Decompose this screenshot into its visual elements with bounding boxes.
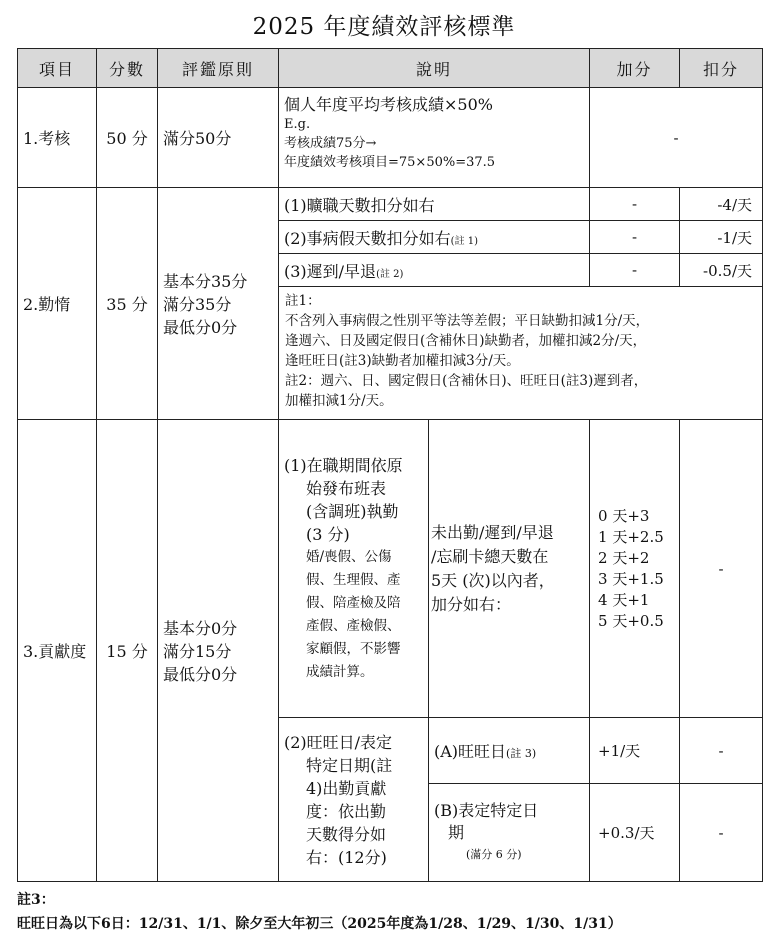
row3-part1-condition-line: 加分如右：	[431, 594, 512, 614]
row3-part2-title-line: 天數得分如	[306, 824, 387, 844]
row3-part2-title-line: 4)出勤貢獻	[306, 778, 387, 798]
row1-score: 50 分	[97, 88, 158, 188]
row1-item: 1.考核	[18, 88, 97, 188]
footer-line2: 旺旺日為以下6日：12/31、1/1、除夕至大年初三（2025年度為1/28、1/29、1/30、1/31）	[17, 916, 622, 932]
row3-principle-line: 滿分15分	[163, 642, 232, 661]
row2-sub2-text: (2)事病假天數扣分如右	[284, 228, 451, 248]
row1-desc-eg: E.g.	[284, 117, 311, 132]
row2-notes	[279, 287, 763, 420]
row3-part1-title-line: (含調班)執勤	[306, 501, 399, 521]
row2-sub1-bonus: -	[590, 188, 680, 221]
row2-sub3-deduct: -0.5/天	[680, 254, 763, 287]
row3-part2b-deduct: -	[680, 784, 763, 882]
footer-note	[17, 888, 622, 936]
row2-principle-line: 最低分0分	[163, 318, 238, 337]
row3-score: 15 分	[97, 420, 158, 882]
row3-part1-condition	[429, 420, 590, 718]
row2-sub2-deduct: -1/天	[680, 221, 763, 254]
row3-part1-detail-line: 假、生理假、產	[306, 571, 401, 588]
row3-principle	[158, 420, 279, 882]
row3-part2a-text: (A)旺旺日	[434, 742, 507, 761]
row3-principle-line: 基本分0分	[163, 619, 238, 638]
row2-note-line: 逢旺旺日(註3)缺勤者加權扣減3分/天。	[285, 353, 520, 369]
row3-principle-line: 最低分0分	[163, 665, 238, 684]
header-description: 說明	[279, 49, 590, 88]
row3-part1-bonus-line: 2 天+2	[598, 548, 650, 567]
header-deduct: 扣分	[680, 49, 763, 88]
row2-sub3-text: (3)遲到/早退	[284, 261, 377, 281]
row3-part1-condition-line: 5天 (次)以內者，	[431, 570, 555, 590]
row3-part2b-label	[429, 784, 590, 882]
row1-desc-ex2: 年度績效考核項目=75×50%=37.5	[284, 155, 496, 170]
row2-note-line: 註1：	[285, 293, 321, 309]
header-bonus: 加分	[590, 49, 680, 88]
row2-sub2-bonus: -	[590, 221, 680, 254]
row3-part1-bonus-line: 5 天+0.5	[598, 611, 664, 630]
row-assessment	[18, 88, 763, 188]
row3-part1-title-line: (1)在職期間依原	[284, 455, 403, 475]
row3-part2-title-line: 特定日期(註	[306, 755, 393, 775]
row3-part1-condition-line: 未出勤/遲到/早退	[431, 522, 554, 542]
row3-part2-title-line: 度：依出勤	[306, 801, 387, 821]
row3-part2a-deduct: -	[680, 718, 763, 784]
row2-principle-line: 滿分35分	[163, 295, 232, 314]
row2-note-line: 加權扣減1分/天。	[285, 393, 393, 409]
row3-part2a-label	[429, 718, 590, 784]
row3-part1-condition-line: /忘刷卡總天數在	[431, 546, 549, 566]
row3-part2b-bonus: +0.3/天	[590, 784, 680, 882]
row3-part2-title-line: (2)旺旺日/表定	[284, 732, 393, 752]
page-title: 2025 年度績效評核標準	[252, 14, 516, 40]
row2-note-line: 不含列入事病假之性別平等法等差假；平日缺勤扣減1分/天，	[285, 313, 650, 329]
header-principle: 評鑑原則	[158, 49, 279, 88]
row2-sub2-label	[279, 221, 590, 254]
row3-part1-detail-line: 產假、產檢假、	[306, 617, 401, 634]
row-attendance-sub1	[18, 188, 763, 221]
row-contribution-part1	[18, 420, 763, 718]
row3-part1-title	[279, 420, 429, 718]
row3-item: 3.貢獻度	[18, 420, 97, 882]
row2-note-line: 逢週六、日及國定假日(含補休日)缺勤者，加權扣減2分/天，	[285, 333, 647, 349]
footer-line1: 註3：	[17, 892, 55, 908]
row3-part2a-note: (註 3)	[506, 747, 537, 760]
row3-part1-deduct: -	[680, 420, 763, 718]
header-item: 項目	[18, 49, 97, 88]
row3-part1-bonus-line: 3 天+1.5	[598, 569, 664, 588]
row3-part1-detail-line: 成績計算。	[306, 663, 374, 680]
row2-principle	[158, 188, 279, 420]
evaluation-table	[17, 48, 763, 882]
row2-sub2-note: (註 1)	[450, 235, 479, 247]
row1-principle: 滿分50分	[158, 88, 279, 188]
row3-part2-title-line: 右：(12分)	[306, 847, 387, 867]
row1-desc-main: 個人年度平均考核成績×50%	[284, 95, 493, 114]
row3-part1-detail-line: 家顧假，不影響	[306, 640, 401, 657]
row2-item: 2.勤惰	[18, 188, 97, 420]
row3-part1-bonus	[590, 420, 680, 718]
row3-part1-bonus-line: 4 天+1	[598, 590, 650, 609]
row3-part2b-note: (滿分 6 分)	[466, 847, 522, 861]
row3-part1-detail-line: 婚/喪假、公傷	[306, 548, 392, 565]
row3-part1-title-line: 始發布班表	[306, 478, 387, 498]
header-row	[18, 49, 763, 88]
row3-part2-title	[279, 718, 429, 882]
row3-part1-title-line: (3 分)	[306, 524, 350, 544]
header-score: 分數	[97, 49, 158, 88]
row2-sub3-bonus: -	[590, 254, 680, 287]
row1-bonus-deduct: -	[590, 88, 763, 188]
row3-part1-bonus-line: 0 天+3	[598, 506, 650, 525]
row2-note-line: 註2：週六、日、國定假日(含補休日)、旺旺日(註3)遲到者，	[285, 373, 648, 389]
row2-principle-line: 基本分35分	[163, 272, 248, 291]
row1-desc-ex1: 考核成績75分→	[284, 136, 377, 151]
row3-part2b-text: 期	[448, 822, 465, 842]
row2-sub1-deduct: -4/天	[680, 188, 763, 221]
row3-part2a-bonus: +1/天	[590, 718, 680, 784]
row3-part2b-text: (B)表定特定日	[434, 800, 539, 820]
row2-sub3-note: (註 2)	[376, 268, 404, 280]
row1-description	[279, 88, 590, 188]
row2-sub3-label	[279, 254, 590, 287]
row2-sub1-text: (1)曠職天數扣分如右	[284, 195, 435, 215]
row2-score: 35 分	[97, 188, 158, 420]
row3-part1-bonus-line: 1 天+2.5	[598, 527, 664, 546]
row2-sub1-label	[279, 188, 590, 221]
row3-part1-detail-line: 假、陪產檢及陪	[306, 594, 401, 611]
